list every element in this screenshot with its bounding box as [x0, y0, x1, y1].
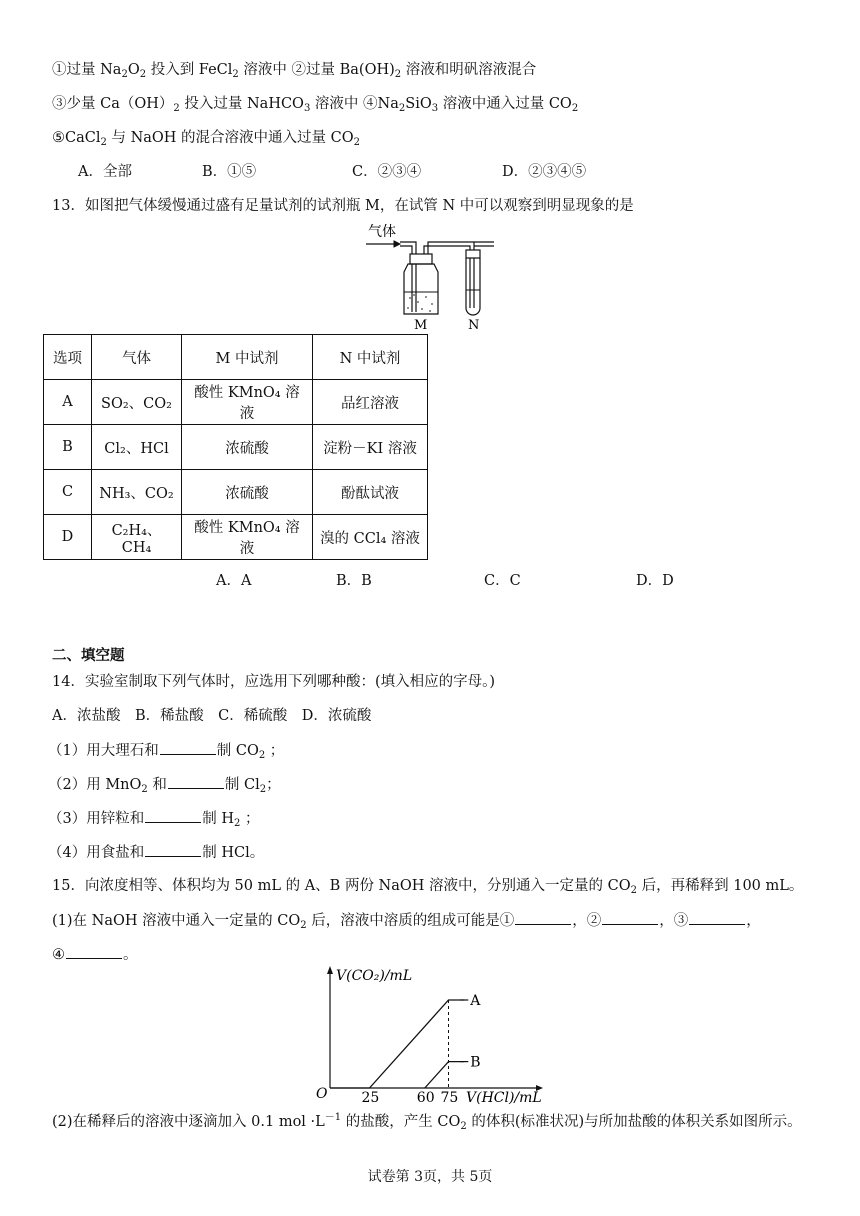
q14-part-1: （1）用大理石和 制 $CO_2$ ； [48, 740, 284, 761]
q12-line-1: ①过量 $Na_2O_2$ 投入到 FeCl$_2$ 溶液中 ②过量 $Ba(OH)_2$ 溶液和明矾溶液混合 [52, 62, 537, 80]
label-m: M [414, 318, 428, 332]
table-cell: 酸性 KMnO₄ 溶液 [182, 515, 313, 560]
table-cell: NH₃、CO₂ [92, 470, 182, 515]
reagent-table [43, 334, 428, 560]
table-cell: 淀粉－KI 溶液 [313, 425, 428, 470]
answer-blank[interactable] [145, 842, 201, 857]
series-line-b [425, 1062, 465, 1088]
test-tube-n [466, 250, 480, 315]
q14-choices: A．浓盐酸 B．稀盐酸 C．稀硫酸 D．浓硫酸 [52, 708, 372, 724]
answer-blank[interactable] [145, 808, 201, 823]
answer-blank[interactable] [66, 944, 122, 959]
answer-blank[interactable] [689, 910, 745, 925]
x-tick-label: 60 [416, 1090, 435, 1106]
table-cell: Cl₂、HCl [92, 425, 182, 470]
table-row [44, 380, 428, 425]
q15-part-1b: ④ 。 [52, 944, 138, 965]
header-cell: N 中试剂 [313, 335, 428, 380]
table-cell: 浓硫酸 [182, 470, 313, 515]
q12-line-3: ⑤CaCl$_2$ 与 NaOH 的混合溶液中通入过量 $CO_2$ [52, 130, 361, 148]
table-cell: 溴的 CCl₄ 溶液 [313, 515, 428, 560]
answer-blank[interactable] [602, 910, 658, 925]
q12-option-c[interactable]: C．②③④ [352, 164, 422, 180]
label-n: N [468, 318, 480, 332]
y-axis-arrow-icon [327, 966, 333, 974]
q14-part-2: （2）用 MnO$_2$ 和 制 $Cl_2$； [48, 774, 281, 795]
x-tick-label: 75 [440, 1090, 459, 1106]
x-axis-label: V(HCl)/mL [466, 1090, 542, 1106]
header-cell: 选项 [44, 335, 92, 380]
bottle-m [404, 254, 438, 314]
header-cell: 气体 [92, 335, 182, 380]
table-cell: 浓硫酸 [182, 425, 313, 470]
q14-stem: 14．实验室制取下列气体时，应选用下列哪种酸：(填入相应的字母。) [52, 674, 496, 690]
series-label-a: A [470, 993, 481, 1009]
table-row [44, 470, 428, 515]
table-cell: C₂H₄、CH₄ [92, 515, 182, 560]
q14-part-4: （4）用食盐和 制 HCl。 [48, 842, 264, 863]
answer-blank[interactable] [168, 774, 224, 789]
q13-option-a[interactable]: A．A [216, 573, 252, 589]
table-cell: B [44, 425, 92, 470]
section-title: 二、填空题 [52, 647, 125, 664]
q13-option-d[interactable]: D．D [636, 573, 674, 589]
q15-stem: 15．向浓度相等、体积均为 50 mL 的 A、B 两份 NaOH 溶液中，分别通入一定量的 $CO_2$ 后，再稀释到 100 mL。 [52, 878, 804, 896]
q15-part-1: (1)在 NaOH 溶液中通入一定量的 $CO_2$ 后，溶液中溶质的组成可能是① ，② ，③ ， [52, 910, 761, 931]
q13-option-c[interactable]: C．C [484, 573, 521, 589]
q14-part-3: （3）用锌粒和 制 $H_2$ ； [48, 808, 259, 829]
q15-part-2: (2)在稀释后的溶液中逐滴加入 0.1 mol $\cdot L^{-1}$ 的盐酸，产生 $CO_2$ 的体积(标准状况)与所加盐酸的体积关系如图所示。 [52, 1112, 802, 1132]
answer-blank[interactable] [515, 910, 571, 925]
q13-option-b[interactable]: B．B [336, 573, 372, 589]
table-header-row [44, 335, 428, 380]
table-cell: SO₂、CO₂ [92, 380, 182, 425]
q12-option-d[interactable]: D．②③④⑤ [502, 164, 587, 180]
table-row [44, 515, 428, 560]
table-cell: 酸性 KMnO₄ 溶液 [182, 380, 313, 425]
table-cell: D [44, 515, 92, 560]
apparatus-figure [360, 220, 505, 332]
origin-label: O [316, 1086, 328, 1102]
page-footer: 试卷第 3页，共 5页 [367, 1169, 493, 1185]
arrow-icon [366, 241, 400, 247]
q13-stem: 13．如图把气体缓慢通过盛有足量试剂的试剂瓶 M，在试管 N 中可以观察到明显现象的是 [52, 198, 634, 214]
q12-line-2: ③少量 $Ca(OH)_2$ 投入过量 NaHCO$_3$ 溶液中 $④Na_2SiO_3$ 溶液中通入过量 $CO_2$ [52, 96, 579, 114]
answer-blank[interactable] [160, 740, 216, 755]
table-cell: 酚酞试液 [313, 470, 428, 515]
table-row [44, 425, 428, 470]
header-cell: M 中试剂 [182, 335, 313, 380]
series-label-b: B [470, 1054, 481, 1071]
x-tick-label: 25 [361, 1090, 380, 1106]
table-cell: 品红溶液 [313, 380, 428, 425]
series-line-a [330, 1000, 464, 1088]
gas-label: 气体 [368, 224, 396, 240]
q12-option-b[interactable]: B．①⑤ [202, 164, 257, 180]
q12-option-a[interactable]: A．全部 [78, 164, 132, 180]
table-cell: C [44, 470, 92, 515]
table-cell: A [44, 380, 92, 425]
y-axis-label: V(CO₂)/mL [336, 968, 413, 984]
co2-volume-chart [308, 962, 548, 1106]
